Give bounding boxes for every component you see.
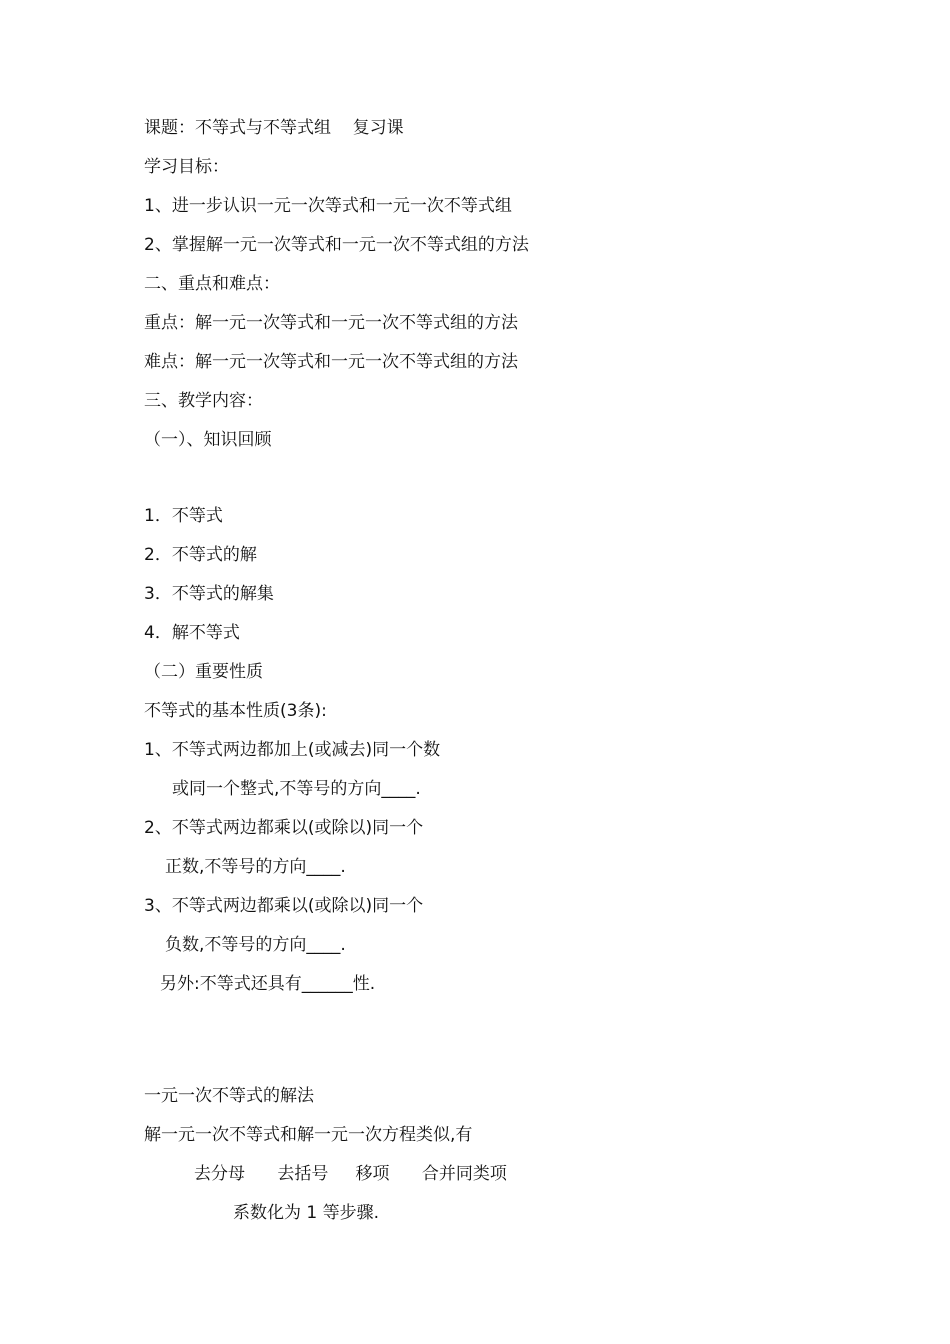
title-line: 课题：不等式与不等式组 复习课 [144, 118, 404, 138]
teaching-content-heading: 三、教学内容： [144, 391, 263, 411]
property-2-line-1: 2、不等式两边都乘以(或除以)同一个 [144, 818, 424, 838]
learning-goals-heading: 学习目标： [144, 157, 229, 177]
review-item-1: 1．不等式 [144, 506, 223, 526]
solving-method-intro: 解一元一次不等式和解一元一次方程类似,有 [144, 1125, 473, 1145]
goal-item-2: 2、掌握解一元一次等式和一元一次不等式组的方法 [144, 235, 529, 255]
solving-steps-line-1: 去分母 去括号 移项 合并同类项 [194, 1164, 507, 1184]
property-3-line-2: 负数,不等号的方向____. [165, 935, 346, 955]
property-3-line-1: 3、不等式两边都乘以(或除以)同一个 [144, 896, 424, 916]
key-point-line: 重点：解一元一次等式和一元一次不等式组的方法 [144, 313, 518, 333]
review-item-2: 2．不等式的解 [144, 545, 257, 565]
goal-item-1: 1、进一步认识一元一次等式和一元一次不等式组 [144, 196, 512, 216]
basic-properties-heading: 不等式的基本性质(3条): [144, 701, 327, 721]
property-1-line-1: 1、不等式两边都加上(或减去)同一个数 [144, 740, 441, 760]
review-item-3: 3．不等式的解集 [144, 584, 274, 604]
key-points-heading: 二、重点和难点： [144, 274, 280, 294]
review-item-4: 4．解不等式 [144, 623, 240, 643]
knowledge-review-heading: （一）、知识回顾 [144, 430, 272, 450]
difficulty-line: 难点：解一元一次等式和一元一次不等式组的方法 [144, 352, 518, 372]
property-2-line-2: 正数,不等号的方向____. [165, 857, 346, 877]
important-properties-heading: （二）重要性质 [144, 662, 263, 682]
additional-property-line: 另外:不等式还具有______性. [160, 974, 376, 994]
solving-steps-line-2: 系数化为 1 等步骤. [233, 1203, 380, 1223]
solving-method-heading: 一元一次不等式的解法 [144, 1086, 314, 1106]
property-1-line-2: 或同一个整式,不等号的方向____. [172, 779, 421, 799]
